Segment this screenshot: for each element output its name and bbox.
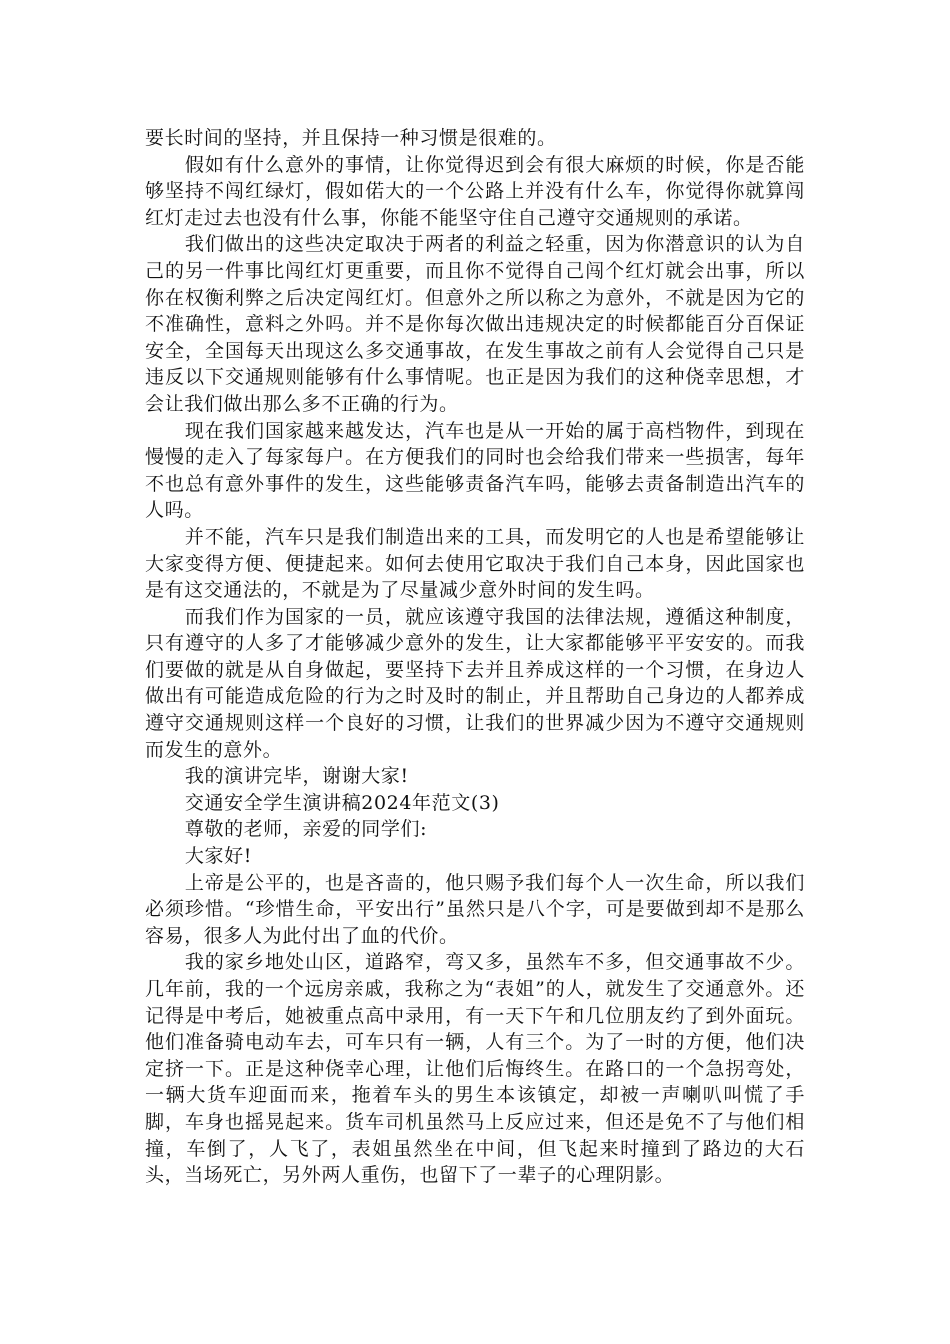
- paragraph: 而我们作为国家的一员，就应该遵守我国的法律法规，遵循这种制度，只有遵守的人多了才能够减少意外的发生，让大家都能够平平安安的。而我们要做的就是从自身做起，要坚持下去并且养成这样的一个习惯，在身边人做出有可能造成危险的行为之时及时的制止，并且帮助自己身边的人都养成遵守交通规则这样一个良好的习惯，让我们的世界减少因为不遵守交通规则而发生的意外。: [145, 605, 805, 761]
- document-body: [145, 125, 805, 1189]
- paragraph: 假如有什么意外的事情，让你觉得迟到会有很大麻烦的时候，你是否能够坚持不闯红绿灯，假如偌大的一个公路上并没有什么车，你觉得你就算闯红灯走过去也没有什么事，你能不能坚守住自己遵守交通规则的承诺。: [145, 153, 805, 229]
- paragraph: 我的家乡地处山区，道路窄，弯又多，虽然车不多，但交通事故不少。几年前，我的一个远房亲戚，我称之为“表姐”的人，就发生了交通意外。还记得是中考后，她被重点高中录用，有一天下午和几位朋友约了到外面玩。他们准备骑电动车去，可车只有一辆，人有三个。为了一时的方便，他们决定挤一下。正是这种侥幸心理，让他们后悔终生。在路口的一个急拐弯处，一辆大货车迎面而来，拖着车头的男生本该镇定，却被一声喇叭叫慌了手脚，车身也摇晃起来。货车司机虽然马上反应过来，但还是免不了与他们相撞，车倒了，人飞了，表姐虽然坐在中间，但飞起来时撞到了路边的大石头，当场死亡，另外两人重伤，也留下了一辈子的心理阴影。: [145, 951, 805, 1187]
- closing-line: 我的演讲完毕，谢谢大家!: [184, 765, 409, 788]
- paragraph: 并不能，汽车只是我们制造出来的工具，而发明它的人也是希望能够让大家变得方便、便捷起来。如何去使用它取决于我们自己本身，因此国家也是有这交通法的，不就是为了尽量减少意外时间的发生吗。: [145, 525, 805, 602]
- greeting: 大家好!: [184, 845, 252, 868]
- section-title: 交通安全学生演讲稿2024年范文(3): [184, 791, 500, 814]
- paragraph: 要长时间的坚持，并且保持一种习惯是很难的。: [145, 127, 557, 149]
- paragraph: 我们做出的这些决定取决于两者的利益之轻重，因为你潜意识的认为自己的另一件事比闯红灯更重要，而且你不觉得自己闯个红灯就会出事，所以你在权衡利弊之后决定闯红灯。但意外之所以称之为意外，不就是因为它的不准确性，意料之外吗。并不是你每次做出违规决定的时候都能百分百保证安全，全国每天出现这么多交通事故，在发生事故之前有人会觉得自己只是违反以下交通规则能够有什么事情呢。也正是因为我们的这种侥幸思想，才会让我们做出那么多不正确的行为。: [145, 233, 805, 415]
- salutation: 尊敬的老师，亲爱的同学们:: [184, 818, 428, 841]
- paragraph: 现在我们国家越来越发达，汽车也是从一开始的属于高档物件，到现在慢慢的走入了每家每户。在方便我们的同时也会给我们带来一些损害，每年不也总有意外事件的发生，这些能够责备汽车吗，能够去责备制造出汽车的人吗。: [145, 419, 805, 522]
- paragraph: 上帝是公平的，也是吝啬的，他只赐予我们每个人一次生命，所以我们必须珍惜。“珍惜生命，平安出行”虽然只是八个字，可是要做到却不是那么容易，很多人为此付出了血的代价。: [145, 871, 805, 947]
